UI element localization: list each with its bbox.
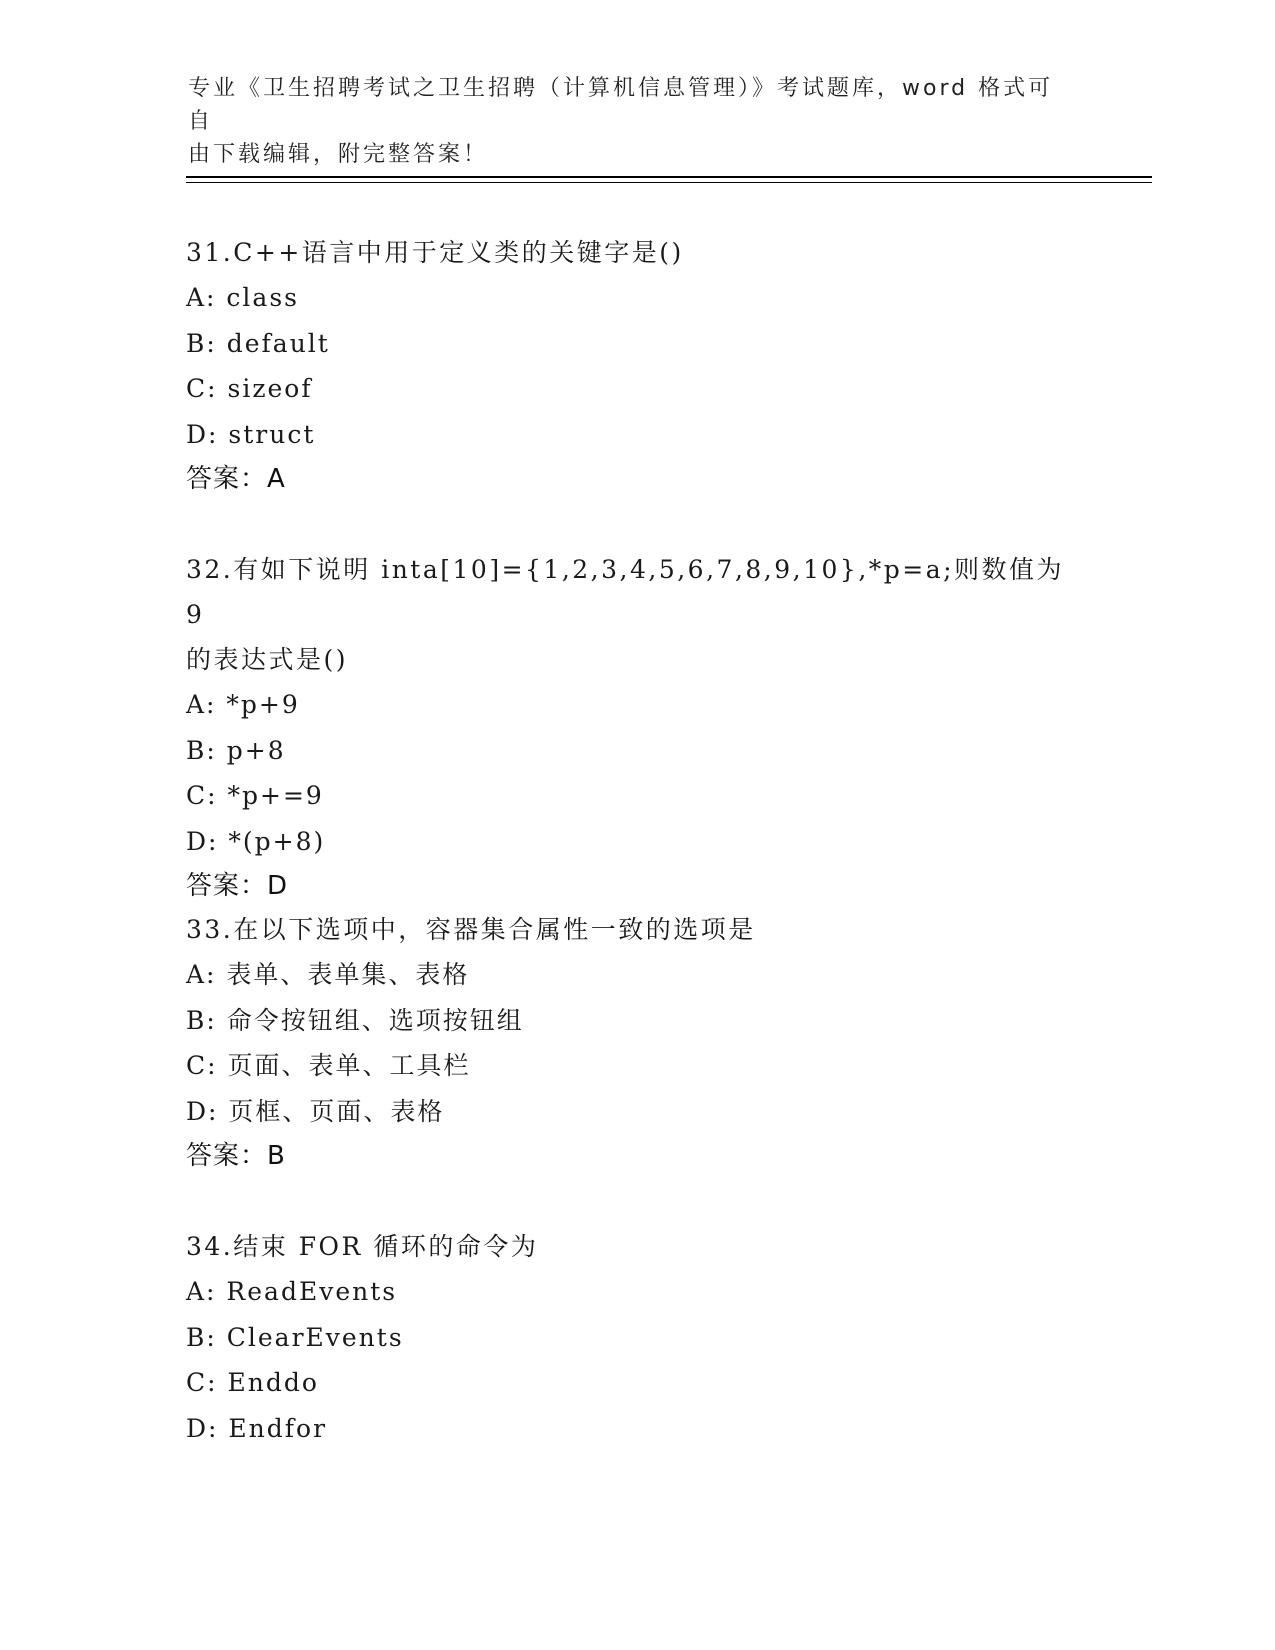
option-d: D: Endfor	[186, 1413, 328, 1443]
option-b: B: default	[186, 328, 330, 358]
question-stem-line-2: 的表达式是()	[186, 645, 349, 674]
option-a: A: *p+9	[186, 690, 300, 719]
header-line-1: 专业《卫生招聘考试之卫生招聘（计算机信息管理）》考试题库，word 格式可自	[188, 76, 1054, 134]
question-stem: 34.结束 FOR 循环的命令为	[186, 1232, 539, 1261]
header-line-2: 由下载编辑，附完整答案！	[188, 142, 489, 167]
option-b: B: 命令按钮组、选项按钮组	[186, 1005, 524, 1035]
option-b: B: p+8	[186, 735, 286, 765]
question-stem: 33.在以下选项中，容器集合属性一致的选项是	[186, 915, 756, 944]
option-b: B: ClearEvents	[186, 1322, 404, 1352]
option-d: D: 页框、页面、表格	[186, 1096, 445, 1126]
header-divider-thin	[186, 182, 1152, 183]
option-c: C: sizeof	[186, 374, 313, 403]
document-header	[188, 72, 1068, 171]
option-a: A: ReadEvents	[186, 1277, 398, 1306]
header-divider-thick	[186, 176, 1152, 178]
option-c: C: 页面、表单、工具栏	[186, 1051, 471, 1080]
answer: 答案：B	[186, 1141, 286, 1171]
answer: 答案：D	[186, 871, 289, 901]
question-stem: 31.C++语言中用于定义类的关键字是()	[186, 238, 684, 267]
option-d: D: struct	[186, 419, 316, 449]
question-34	[186, 1224, 1086, 1451]
option-c: C: Enddo	[186, 1368, 319, 1397]
question-32	[186, 547, 1086, 908]
option-a: A: 表单、表单集、表格	[186, 960, 470, 989]
option-d: D: *(p+8)	[186, 826, 326, 856]
question-stem-line-1: 32.有如下说明 inta[10]={1,2,3,4,5,6,7,8,9,10},*p=a;则数值为 9	[186, 555, 1065, 629]
option-a: A: class	[186, 283, 299, 312]
option-c: C: *p+=9	[186, 781, 324, 810]
question-33	[186, 907, 1086, 1178]
question-31	[186, 230, 1086, 501]
answer: 答案：A	[186, 464, 286, 494]
